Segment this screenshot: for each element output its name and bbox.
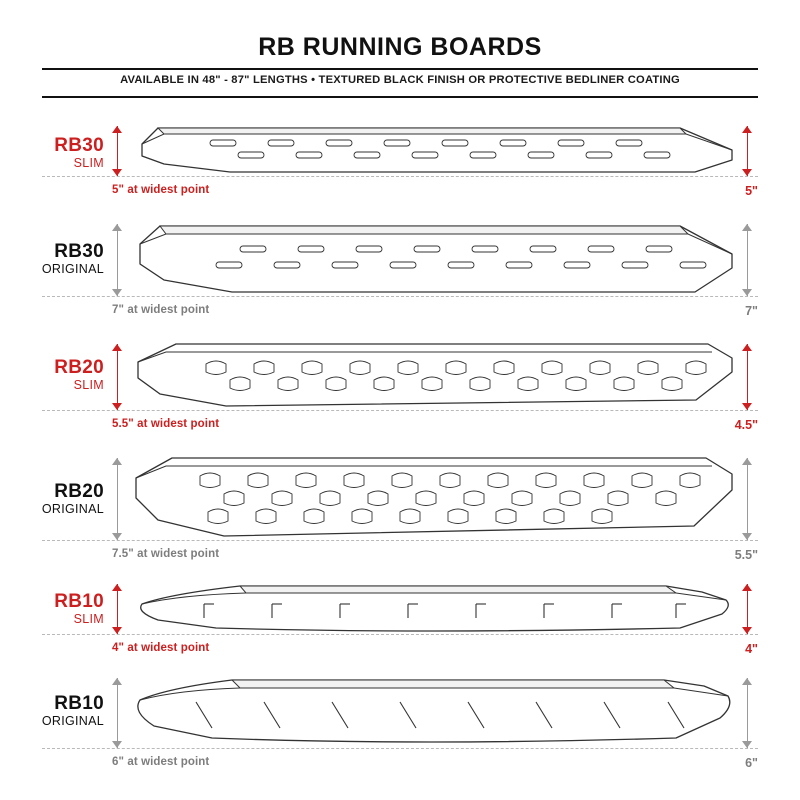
height-dimension: 5.5" [734, 548, 758, 562]
model-name: RB20 [54, 357, 104, 378]
height-arrow-right [742, 344, 754, 410]
board-illustration-rb30-slim [120, 120, 740, 180]
board-illustration-rb20-slim [120, 338, 740, 414]
model-name: RB20 [54, 481, 104, 502]
height-dimension: 4" [745, 642, 758, 656]
label-rb20-original [0, 482, 104, 517]
board-illustration-rb10-original [120, 674, 740, 752]
board-illustration-rb30-original [120, 218, 740, 300]
width-caption: 6" at widest point [112, 756, 210, 768]
row-rb20-original [0, 450, 800, 568]
row-rb20-slim [0, 336, 800, 440]
model-name: RB30 [54, 241, 104, 262]
model-variant: ORIGINAL [41, 502, 104, 516]
width-caption: 7" at widest point [112, 304, 210, 316]
board-illustration-rb10-slim [120, 580, 740, 638]
model-variant: SLIM [73, 612, 104, 626]
row-rb10-slim [0, 578, 800, 660]
label-rb10-slim [0, 592, 104, 627]
width-caption: 5.5" at widest point [112, 418, 220, 430]
width-caption: 4" at widest point [112, 642, 210, 654]
height-dimension: 7" [745, 304, 758, 318]
model-name: RB30 [54, 135, 104, 156]
label-rb30-slim [0, 136, 104, 171]
page-header [0, 0, 800, 86]
model-variant: SLIM [73, 156, 104, 170]
height-dimension: 4.5" [734, 418, 758, 432]
board-illustration-rb20-original [120, 452, 740, 544]
model-variant: ORIGINAL [41, 262, 104, 276]
row-rb30-slim [0, 118, 800, 206]
model-variant: SLIM [73, 378, 104, 392]
height-arrow-right [742, 224, 754, 296]
header-divider-top [42, 68, 758, 70]
row-rb30-original [0, 214, 800, 324]
label-rb30-original [0, 242, 104, 277]
page-subtitle: AVAILABLE IN 48" - 87" LENGTHS • TEXTURED BLACK FINISH OR PROTECTIVE BEDLINER COATING [120, 74, 680, 86]
page-title: RB RUNNING BOARDS [258, 33, 542, 61]
row-rb10-original [0, 672, 800, 772]
label-rb20-slim [0, 358, 104, 393]
width-caption: 5" at widest point [112, 184, 210, 196]
model-name: RB10 [54, 693, 104, 714]
height-arrow-right [742, 458, 754, 540]
model-variant: ORIGINAL [41, 714, 104, 728]
height-arrow-right [742, 678, 754, 748]
height-dimension: 5" [745, 184, 758, 198]
height-arrow-right [742, 126, 754, 176]
height-dimension: 6" [745, 756, 758, 770]
label-rb10-original [0, 694, 104, 729]
header-divider-bottom [42, 96, 758, 98]
width-caption: 7.5" at widest point [112, 548, 220, 560]
height-arrow-right [742, 584, 754, 634]
model-name: RB10 [54, 591, 104, 612]
